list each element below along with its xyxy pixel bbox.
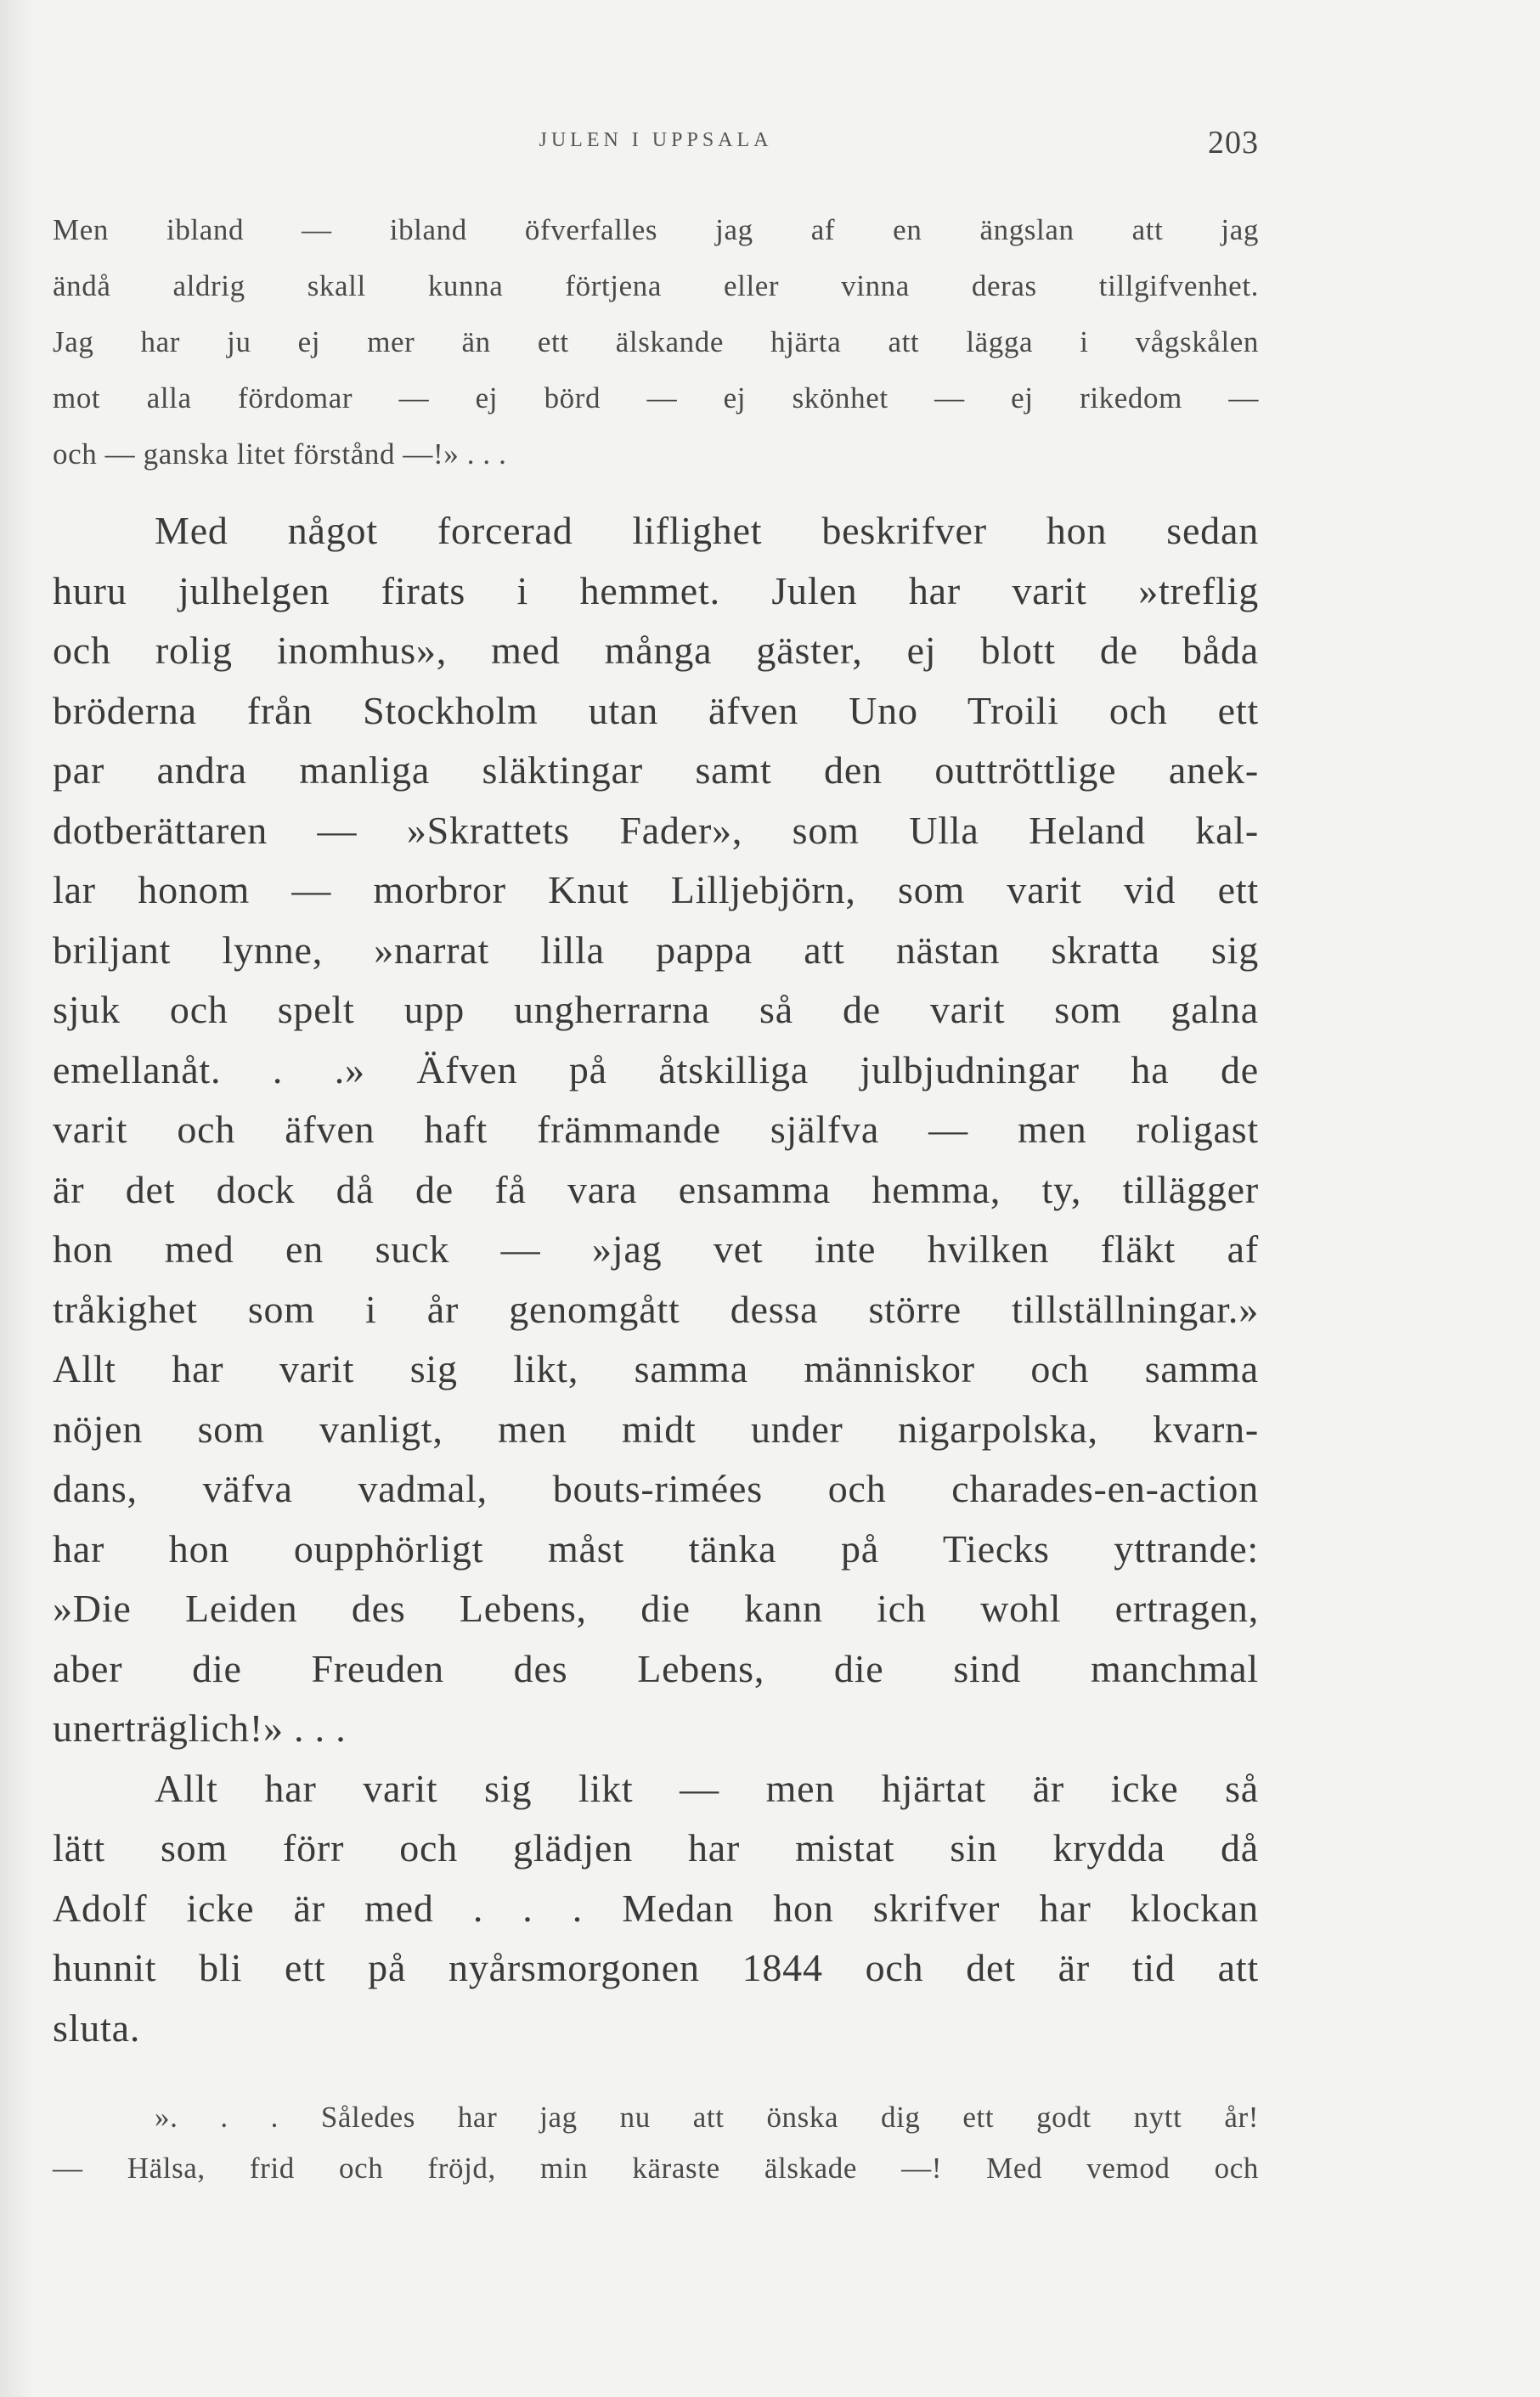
text-line: och — ganska litet förstånd —!» . . . bbox=[53, 437, 507, 471]
text-line: Jag har ju ej mer än ett älskande hjärta att lägga i vågskålen bbox=[53, 325, 1259, 358]
text-line: bröderna från Stockholm utan äfven Uno Troili och ett bbox=[53, 688, 1259, 732]
text-line: par andra manliga släktingar samt den outtröttlige anek- bbox=[53, 748, 1259, 792]
text-line: är det dock då de få vara ensamma hemma, ty, tillägger bbox=[53, 1167, 1259, 1211]
text-line: Allt har varit sig likt — men hjärtat är icke så bbox=[155, 1766, 1259, 1810]
text-line: Med något forcerad liflighet beskrifver hon sedan bbox=[155, 509, 1259, 552]
text-line: har hon oupphörligt måst tänka på Tiecks yttrande: bbox=[53, 1526, 1259, 1571]
text-line: ». . . Således har jag nu att önska dig ett godt nytt år! bbox=[155, 2101, 1259, 2134]
book-page bbox=[53, 0, 1259, 2397]
page-number: 203 bbox=[1208, 125, 1259, 161]
text-line: Allt har varit sig likt, samma människor och samma bbox=[53, 1347, 1259, 1390]
text-line: hon med en suck — »jag vet inte hvilken fläkt af bbox=[53, 1227, 1259, 1271]
quoted-letter-excerpt bbox=[53, 202, 1259, 482]
text-line: emellanåt. . .» Äfven på åtskilliga julbjudningar ha de bbox=[53, 1047, 1259, 1091]
running-title: JULEN I UPPSALA bbox=[539, 129, 773, 151]
text-line: tråkighet som i år genomgått dessa större tillställningar.» bbox=[53, 1287, 1259, 1331]
text-line: och rolig inomhus», med många gäster, ej blott de båda bbox=[53, 629, 1259, 672]
page-gutter-shadow bbox=[0, 0, 34, 2397]
text-line: lar honom — morbror Knut Lilljebjörn, som varit vid ett bbox=[53, 868, 1259, 911]
letter-closing bbox=[53, 2092, 1259, 2194]
body-text bbox=[53, 501, 1259, 2058]
text-line: Men ibland — ibland öfverfalles jag af en ängslan att jag bbox=[53, 213, 1259, 246]
running-head bbox=[53, 125, 1259, 163]
text-line: sluta. bbox=[53, 2005, 141, 2050]
text-line: hunnit bli ett på nyårsmorgonen 1844 och det är tid att bbox=[53, 1946, 1259, 1989]
text-line: dotberättaren — »Skrattets Fader», som Ulla Heland kal- bbox=[53, 808, 1259, 852]
text-line: nöjen som vanligt, men midt under nigarpolska, kvarn- bbox=[53, 1407, 1259, 1451]
text-line: — Hälsa, frid och fröjd, min käraste älskade —! Med vemod och bbox=[53, 2152, 1259, 2185]
text-line: dans, väfva vadmal, bouts-rimées och charades-en-action bbox=[53, 1467, 1259, 1510]
text-line: »Die Leiden des Lebens, die kann ich wohl ertragen, bbox=[53, 1587, 1259, 1630]
text-line: aber die Freuden des Lebens, die sind manchmal bbox=[53, 1646, 1259, 1690]
text-line: unerträglich!» . . . bbox=[53, 1706, 347, 1750]
text-line: mot alla fördomar — ej börd — ej skönhet — ej rikedom — bbox=[53, 381, 1259, 415]
text-line: briljant lynne, »narrat lilla pappa att nästan skratta sig bbox=[53, 928, 1259, 972]
text-line: Adolf icke är med . . . Medan hon skrifver har klockan bbox=[53, 1886, 1259, 1930]
text-line: lätt som förr och glädjen har mistat sin krydda då bbox=[53, 1826, 1259, 1870]
text-line: varit och äfven haft främmande själfva — men roligast bbox=[53, 1108, 1259, 1151]
text-line: sjuk och spelt upp ungherrarna så de varit som galna bbox=[53, 988, 1259, 1031]
text-line: ändå aldrig skall kunna förtjena eller vinna deras tillgifvenhet. bbox=[53, 269, 1259, 302]
text-line: huru julhelgen firats i hemmet. Julen har varit »treflig bbox=[53, 568, 1259, 612]
